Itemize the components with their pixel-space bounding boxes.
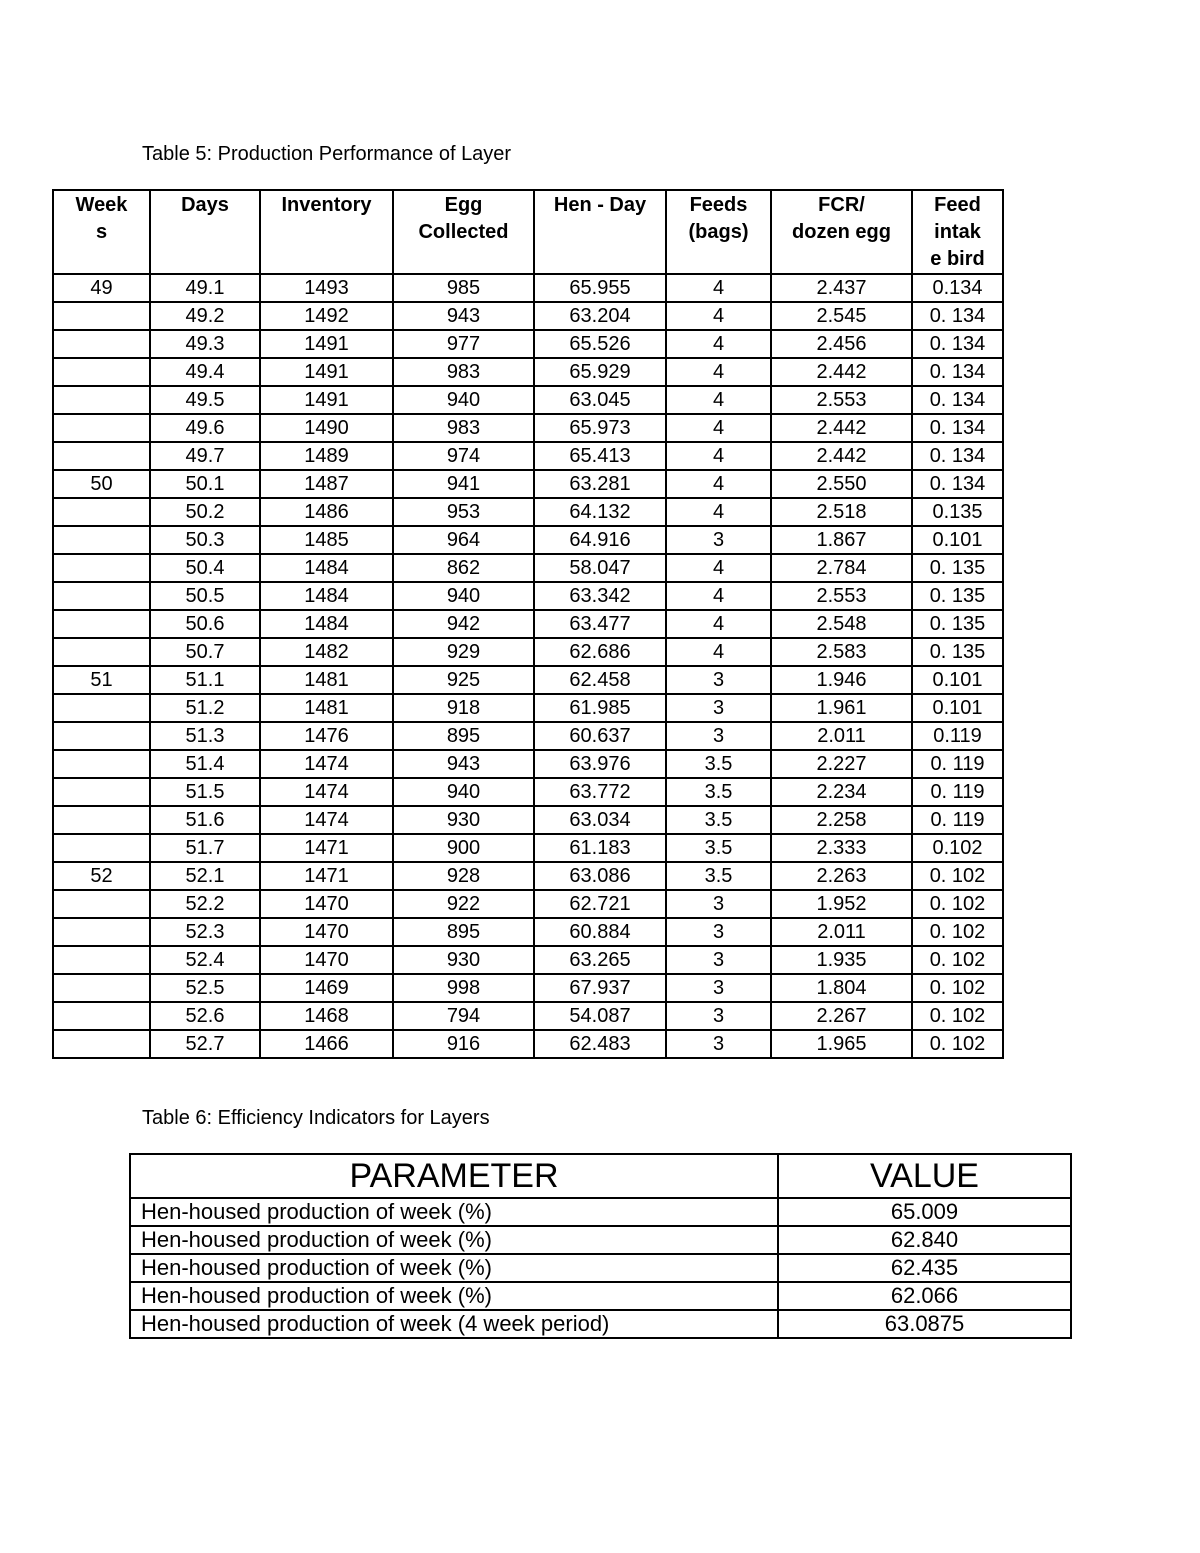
table-row [130,1310,1071,1338]
table-row [53,330,1003,358]
table-cell: 63.342 [534,582,666,610]
table-cell: 2.548 [771,610,912,638]
table-cell: 2.011 [771,918,912,946]
table-cell: 0. 102 [912,1002,1003,1030]
table-cell: 895 [393,722,534,750]
table-cell: 51.4 [150,750,260,778]
efficiency-indicators-table [129,1153,1072,1339]
table-cell: 943 [393,750,534,778]
table-row [53,750,1003,778]
table-cell: 1474 [260,750,393,778]
table-cell [53,918,150,946]
table-cell: 50.4 [150,554,260,582]
table-cell: 3.5 [666,806,771,834]
table-cell: 974 [393,442,534,470]
table-cell [53,834,150,862]
table-cell: 3.5 [666,834,771,862]
table-row [53,274,1003,302]
table-cell: 50.6 [150,610,260,638]
table-row [53,694,1003,722]
table-cell: 63.086 [534,862,666,890]
table-cell: 1490 [260,414,393,442]
table-cell: 51.3 [150,722,260,750]
table-cell [53,330,150,358]
table-cell: 4 [666,470,771,498]
table-cell: 1485 [260,526,393,554]
table-cell: 983 [393,414,534,442]
table-cell: 3.5 [666,750,771,778]
table-cell: 0. 102 [912,946,1003,974]
table-cell: 4 [666,442,771,470]
table-cell: 2.263 [771,862,912,890]
table-cell: 54.087 [534,1002,666,1030]
column-header-inventory: Inventory [260,190,393,274]
table-cell: 940 [393,582,534,610]
table-cell: 2.011 [771,722,912,750]
table-cell: 63.976 [534,750,666,778]
table-cell: 0. 135 [912,638,1003,666]
table-cell: 1.965 [771,1030,912,1058]
table-cell: 929 [393,638,534,666]
table-cell: 2.553 [771,582,912,610]
table-cell: 0. 134 [912,330,1003,358]
table-cell: 61.183 [534,834,666,862]
table-cell: 49.6 [150,414,260,442]
table-row [53,638,1003,666]
table-cell: 52.5 [150,974,260,1002]
table-cell: 0.101 [912,666,1003,694]
table-cell: 63.477 [534,610,666,638]
table-cell: 942 [393,610,534,638]
table-row [53,834,1003,862]
table-cell: 4 [666,386,771,414]
table-cell: 930 [393,806,534,834]
table-cell: 67.937 [534,974,666,1002]
table-cell: 1.952 [771,890,912,918]
table-cell: 4 [666,302,771,330]
table-cell [53,526,150,554]
table-cell: 1474 [260,778,393,806]
table-cell: 900 [393,834,534,862]
column-header-fcr: FCR/ dozen egg [771,190,912,274]
table-cell: 940 [393,386,534,414]
table-cell: 0.102 [912,834,1003,862]
table-cell: 0. 135 [912,554,1003,582]
column-header-days: Days [150,190,260,274]
table-row [53,1002,1003,1030]
table-cell: 63.281 [534,470,666,498]
table-cell: 1492 [260,302,393,330]
parameter-cell: Hen-housed production of week (%) [130,1198,778,1226]
table-cell: 3 [666,1030,771,1058]
table-cell: 60.884 [534,918,666,946]
table-cell [53,610,150,638]
table-cell: 1470 [260,918,393,946]
table-cell: 0. 134 [912,414,1003,442]
table-cell: 50 [53,470,150,498]
table-cell: 2.545 [771,302,912,330]
table-cell: 50.3 [150,526,260,554]
table-cell: 4 [666,498,771,526]
table-cell: 2.267 [771,1002,912,1030]
column-header-parameter: PARAMETER [130,1154,778,1198]
table-cell: 4 [666,554,771,582]
table-row [53,582,1003,610]
table-cell: 1491 [260,358,393,386]
table-row [53,442,1003,470]
table-cell: 52.6 [150,1002,260,1030]
table-cell [53,638,150,666]
table-cell: 985 [393,274,534,302]
table-cell: 3 [666,946,771,974]
parameter-cell: Hen-housed production of week (%) [130,1226,778,1254]
table-cell: 925 [393,666,534,694]
table-row [53,386,1003,414]
table-row [53,918,1003,946]
table-cell: 0. 134 [912,386,1003,414]
table-cell: 1484 [260,610,393,638]
table-cell [53,498,150,526]
column-header-feeds: Feeds (bags) [666,190,771,274]
table-cell: 1.867 [771,526,912,554]
table-cell: 0. 119 [912,778,1003,806]
table-cell [53,778,150,806]
table-cell: 51.6 [150,806,260,834]
table-cell: 2.784 [771,554,912,582]
table-cell: 1468 [260,1002,393,1030]
table-cell: 4 [666,610,771,638]
table-cell: 62.458 [534,666,666,694]
table-cell: 62.721 [534,890,666,918]
table-cell: 0.119 [912,722,1003,750]
table-cell [53,722,150,750]
table-cell: 1484 [260,582,393,610]
table-cell: 3 [666,1002,771,1030]
table-cell: 50.1 [150,470,260,498]
table-cell: 49.7 [150,442,260,470]
value-cell: 62.435 [778,1254,1071,1282]
table-cell: 1491 [260,386,393,414]
table5-caption: Table 5: Production Performance of Layer [142,143,512,165]
table-cell: 52 [53,862,150,890]
table-cell: 4 [666,638,771,666]
column-header-egg-collected: Egg Collected [393,190,534,274]
table-cell: 0. 119 [912,750,1003,778]
table-cell: 51.1 [150,666,260,694]
table-cell: 2.258 [771,806,912,834]
table-cell [53,806,150,834]
table-cell: 998 [393,974,534,1002]
table-cell [53,414,150,442]
table5-header-row [53,190,1003,274]
table-row [53,302,1003,330]
table-cell: 51.5 [150,778,260,806]
table-cell: 3 [666,666,771,694]
table-cell: 3 [666,918,771,946]
table-cell: 943 [393,302,534,330]
table-row [53,1030,1003,1058]
table-cell: 49 [53,274,150,302]
table-row [53,974,1003,1002]
table-cell: 2.234 [771,778,912,806]
table-cell: 1.946 [771,666,912,694]
value-cell: 63.0875 [778,1310,1071,1338]
table-cell: 922 [393,890,534,918]
table-cell: 940 [393,778,534,806]
table-cell: 49.3 [150,330,260,358]
table-row [53,498,1003,526]
table-cell: 50.7 [150,638,260,666]
table-cell: 2.518 [771,498,912,526]
table-cell: 1486 [260,498,393,526]
table-cell: 62.483 [534,1030,666,1058]
table-cell: 51 [53,666,150,694]
table-cell: 0. 102 [912,862,1003,890]
parameter-cell: Hen-housed production of week (%) [130,1254,778,1282]
table-cell: 60.637 [534,722,666,750]
table-cell: 61.985 [534,694,666,722]
table-cell: 1.804 [771,974,912,1002]
table-cell: 4 [666,330,771,358]
table-cell: 52.4 [150,946,260,974]
table-cell: 0. 134 [912,470,1003,498]
table-cell: 953 [393,498,534,526]
column-header-feed-intake: Feed intak e bird [912,190,1003,274]
table-cell: 49.5 [150,386,260,414]
table-cell: 0. 102 [912,918,1003,946]
table-cell [53,1002,150,1030]
table-cell: 4 [666,274,771,302]
table-cell [53,694,150,722]
table-cell: 51.2 [150,694,260,722]
table-row [53,806,1003,834]
table-cell: 0. 102 [912,1030,1003,1058]
table-row [53,890,1003,918]
table-cell: 1466 [260,1030,393,1058]
table-cell: 977 [393,330,534,358]
value-cell: 62.066 [778,1282,1071,1310]
table-cell: 4 [666,358,771,386]
table-cell [53,890,150,918]
table-cell: 794 [393,1002,534,1030]
table-cell: 63.265 [534,946,666,974]
table6-header-row [130,1154,1071,1198]
table-row [130,1226,1071,1254]
table-cell: 50.2 [150,498,260,526]
table-cell: 1470 [260,890,393,918]
column-header-hen-day: Hen - Day [534,190,666,274]
table-cell: 3 [666,526,771,554]
table-cell: 862 [393,554,534,582]
table-cell: 3 [666,694,771,722]
table-row [53,666,1003,694]
table-cell: 1491 [260,330,393,358]
table-cell [53,974,150,1002]
table-cell: 1474 [260,806,393,834]
table-cell [53,582,150,610]
table-cell [53,386,150,414]
table-cell: 1487 [260,470,393,498]
table-cell: 928 [393,862,534,890]
table-cell: 52.2 [150,890,260,918]
table-cell [53,1030,150,1058]
table-cell: 1471 [260,834,393,862]
table-row [53,946,1003,974]
table-cell: 895 [393,918,534,946]
table-cell: 49.1 [150,274,260,302]
table-cell: 0. 134 [912,358,1003,386]
table-row [130,1198,1071,1226]
table-row [53,722,1003,750]
table-cell: 2.437 [771,274,912,302]
table-cell: 2.227 [771,750,912,778]
table-cell: 3 [666,890,771,918]
table-cell: 3.5 [666,862,771,890]
table-cell: 65.973 [534,414,666,442]
table-row [130,1282,1071,1310]
table6-caption: Table 6: Efficiency Indicators for Layers [142,1107,490,1129]
table-cell: 0. 135 [912,610,1003,638]
table-cell: 49.4 [150,358,260,386]
table-row [53,554,1003,582]
table-cell: 2.583 [771,638,912,666]
table-cell: 1476 [260,722,393,750]
table-cell: 1.935 [771,946,912,974]
table-cell: 0.101 [912,526,1003,554]
table-cell [53,946,150,974]
table-cell: 1489 [260,442,393,470]
production-performance-table [52,189,1004,1059]
table-cell: 4 [666,582,771,610]
table-cell: 2.456 [771,330,912,358]
parameter-cell: Hen-housed production of week (%) [130,1282,778,1310]
value-cell: 65.009 [778,1198,1071,1226]
table-cell: 1470 [260,946,393,974]
parameter-cell: Hen-housed production of week (4 week period) [130,1310,778,1338]
table-row [53,862,1003,890]
table-cell: 2.553 [771,386,912,414]
table-cell: 63.204 [534,302,666,330]
table-cell [53,750,150,778]
table-cell: 930 [393,946,534,974]
table-cell: 0. 102 [912,890,1003,918]
table-cell: 52.7 [150,1030,260,1058]
table-cell: 916 [393,1030,534,1058]
table-cell: 65.929 [534,358,666,386]
table-cell: 0. 134 [912,302,1003,330]
table-cell: 3.5 [666,778,771,806]
table-cell [53,358,150,386]
table-cell: 1484 [260,554,393,582]
table-cell: 0.134 [912,274,1003,302]
table-cell: 51.7 [150,834,260,862]
table-cell [53,442,150,470]
table-cell: 0. 134 [912,442,1003,470]
table-cell: 52.1 [150,862,260,890]
table-cell: 64.132 [534,498,666,526]
table-cell: 2.550 [771,470,912,498]
table-cell: 2.442 [771,442,912,470]
table-cell: 964 [393,526,534,554]
table-cell: 1493 [260,274,393,302]
table-row [53,358,1003,386]
table-cell [53,554,150,582]
table-cell: 0. 119 [912,806,1003,834]
table-cell: 1482 [260,638,393,666]
table-cell: 941 [393,470,534,498]
table-cell: 2.442 [771,358,912,386]
table-cell: 0. 135 [912,582,1003,610]
column-header-weeks: Week s [53,190,150,274]
table-cell: 1481 [260,694,393,722]
table-cell: 63.045 [534,386,666,414]
table-row [53,470,1003,498]
table-cell: 65.526 [534,330,666,358]
table-cell: 65.955 [534,274,666,302]
table-cell: 1469 [260,974,393,1002]
table-cell: 0. 102 [912,974,1003,1002]
table-cell: 62.686 [534,638,666,666]
table-cell: 1.961 [771,694,912,722]
table-row [130,1254,1071,1282]
table-cell: 63.034 [534,806,666,834]
table-cell [53,302,150,330]
table-cell: 3 [666,722,771,750]
table-row [53,778,1003,806]
table-cell: 1471 [260,862,393,890]
table-cell: 50.5 [150,582,260,610]
table-cell: 4 [666,414,771,442]
table-cell: 65.413 [534,442,666,470]
table-cell: 918 [393,694,534,722]
table-cell: 2.442 [771,414,912,442]
table-row [53,526,1003,554]
table-cell: 49.2 [150,302,260,330]
table-cell: 58.047 [534,554,666,582]
table-cell: 63.772 [534,778,666,806]
table-cell: 0.135 [912,498,1003,526]
table-cell: 52.3 [150,918,260,946]
table-cell: 1481 [260,666,393,694]
table-cell: 3 [666,974,771,1002]
column-header-value: VALUE [778,1154,1071,1198]
table-cell: 2.333 [771,834,912,862]
table-cell: 0.101 [912,694,1003,722]
value-cell: 62.840 [778,1226,1071,1254]
table-cell: 983 [393,358,534,386]
table-cell: 64.916 [534,526,666,554]
table-row [53,414,1003,442]
table-row [53,610,1003,638]
